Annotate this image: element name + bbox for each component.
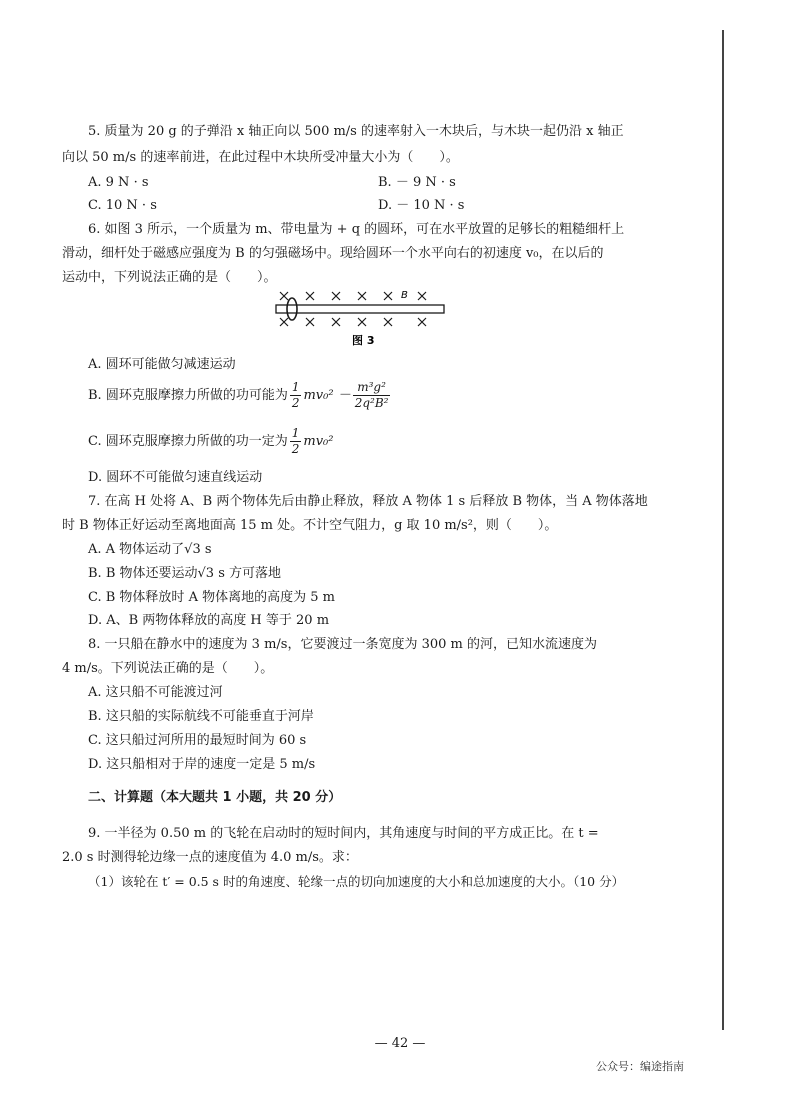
q6-option-b-mid: mv₀² － [303, 388, 351, 403]
q9-line1: 9. 一半径为 0.50 m 的飞轮在启动时的短时间内，其角速度与时间的平方成正比。在 t = [88, 826, 599, 841]
q6-line1: 6. 如图 3 所示，一个质量为 m、带电量为 + q 的圆环，可在水平放置的足够长的粗糙细杆上 [88, 222, 625, 237]
q5-option-b: B. － 9 N · s [378, 175, 456, 190]
q7-option-d: D. A、B 两物体释放的高度 H 等于 20 m [88, 613, 330, 628]
q6-option-c [88, 426, 334, 457]
frac-numerator: 1 [291, 426, 300, 440]
q6-option-c-frac [290, 426, 302, 457]
figure-3-diagram [270, 284, 460, 350]
q7-line1: 7. 在高 H 处将 A、B 两个物体先后由静止释放，释放 A 物体 1 s 后释放 B 物体，当 A 物体落地 [88, 494, 648, 509]
footer-note: 公众号：编途指南 [596, 1060, 684, 1073]
q6-option-b-frac2 [353, 380, 391, 411]
q5-option-a: A. 9 N · s [88, 175, 149, 190]
q6-line2: 滑动，细杆处于磁感应强度为 B 的匀强磁场中。现给圆环一个水平向右的初速度 v₀，在以后的 [62, 246, 604, 261]
q6-option-c-prefix: C. 圆环克服摩擦力所做的功一定为 [88, 434, 288, 449]
q8-option-b: B. 这只船的实际航线不可能垂直于河岸 [88, 709, 314, 724]
q5-option-d: D. － 10 N · s [378, 198, 465, 213]
q6-option-d: D. 圆环不可能做匀速直线运动 [88, 470, 263, 485]
q7-option-c: C. B 物体释放时 A 物体离地的高度为 5 m [88, 590, 335, 605]
q6-option-c-tail: mv₀² [303, 434, 334, 449]
q6-option-b [88, 380, 392, 411]
frac-denominator: 2q²B² [354, 396, 389, 410]
frac-denominator: 2 [291, 396, 300, 410]
q7-option-b: B. B 物体还要运动√3 s 方可落地 [88, 566, 281, 581]
right-margin-rule [722, 30, 724, 1030]
page-number: — 42 — [374, 1036, 426, 1051]
figure-caption: 图 3 [352, 334, 375, 347]
q5-line1: 5. 质量为 20 g 的子弹沿 x 轴正向以 500 m/s 的速率射入一木块后，与木块一起仍沿 x 轴正 [88, 124, 624, 139]
q8-option-d: D. 这只船相对于岸的速度一定是 5 m/s [88, 757, 316, 772]
q5-option-c: C. 10 N · s [88, 198, 157, 213]
q7-option-a: A. A 物体运动了√3 s [88, 542, 212, 557]
q9-subquestion-1: （1）该轮在 t′ = 0.5 s 时的角速度、轮缘一点的切向加速度的大小和总加速度的大小。（10 分） [88, 874, 625, 889]
q8-line1: 8. 一只船在静水中的速度为 3 m/s，它要渡过一条宽度为 300 m 的河，已知水流速度为 [88, 637, 597, 652]
q8-option-a: A. 这只船不可能渡过河 [88, 685, 223, 700]
frac-numerator: 1 [291, 380, 300, 394]
q9-line2: 2.0 s 时测得轮边缘一点的速度值为 4.0 m/s。求： [62, 850, 358, 865]
section-2-heading: 二、计算题（本大题共 1 小题，共 20 分） [88, 790, 342, 805]
q5-line2: 向以 50 m/s 的速率前进，在此过程中木块所受冲量大小为（ ）。 [62, 150, 459, 165]
q6-option-b-prefix: B. 圆环克服摩擦力所做的功可能为 [88, 388, 288, 403]
field-label-b: B [401, 290, 408, 301]
q7-line2: 时 B 物体正好运动至离地面高 15 m 处。不计空气阻力，g 取 10 m/s²，则（ ）。 [62, 518, 558, 533]
q6-option-b-frac1 [290, 380, 302, 411]
q6-option-a: A. 圆环可能做匀减速运动 [88, 357, 236, 372]
frac-denominator: 2 [291, 442, 300, 456]
frac-numerator: m³g² [353, 380, 391, 396]
q8-option-c: C. 这只船过河所用的最短时间为 60 s [88, 733, 307, 748]
rod [276, 305, 444, 313]
q8-line2: 4 m/s。下列说法正确的是（ ）。 [62, 661, 274, 676]
q6-line3: 运动中，下列说法正确的是（ ）。 [62, 270, 277, 285]
